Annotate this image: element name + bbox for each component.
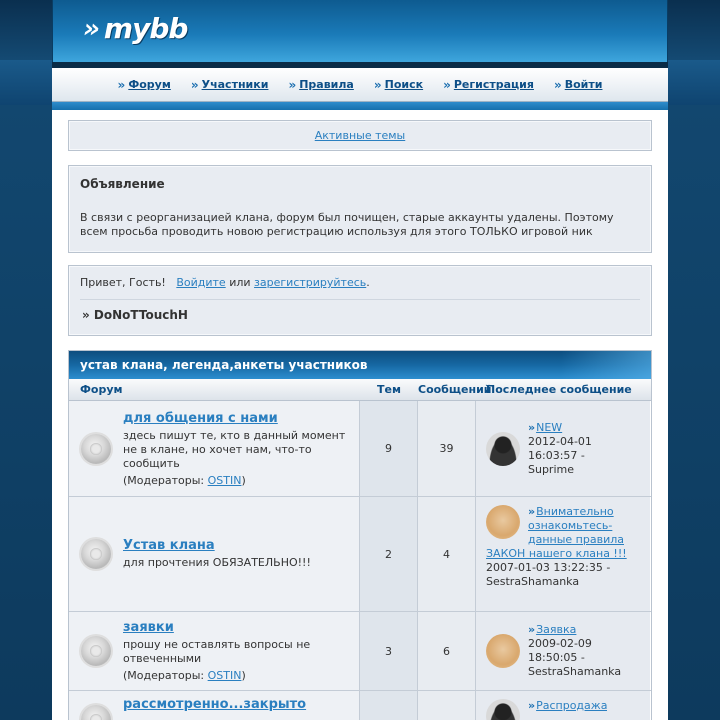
table-row bbox=[69, 497, 651, 612]
forum-title-link[interactable]: для общения с нами bbox=[123, 410, 278, 426]
active-topics-link[interactable]: Активные темы bbox=[314, 129, 406, 142]
forum-cell bbox=[69, 497, 360, 611]
forum-status-icon bbox=[81, 434, 111, 464]
last-post-link[interactable]: NEW bbox=[536, 420, 563, 434]
last-post-date: 2009-02-09 18:50:05 - bbox=[528, 637, 592, 664]
posts-count bbox=[418, 691, 476, 720]
nav-item-members[interactable] bbox=[191, 78, 269, 92]
nav-item-rules[interactable] bbox=[288, 78, 353, 92]
forum-status-icon bbox=[81, 636, 111, 666]
last-post-user: Suprime bbox=[528, 462, 574, 476]
moderators-close: ) bbox=[241, 669, 246, 682]
main-nav bbox=[52, 68, 668, 102]
chevron-icon: » bbox=[190, 77, 196, 92]
category-table bbox=[68, 350, 652, 720]
last-post-link[interactable]: Заявка bbox=[536, 623, 577, 636]
chevron-icon: » bbox=[117, 77, 123, 92]
forum-description: здесь пишут те, кто в данный момент не в клане, но хочет нам, что-то сообщить bbox=[123, 428, 346, 470]
announcement-text: В связи с реорганизацией клана, форум был почищен, старые аккаунты удалены. Поэтому всем просьба проводить новою регистрацию используя для этого ТОЛЬКО игровой ник bbox=[80, 211, 614, 238]
divider bbox=[80, 299, 640, 300]
announcement-title: Объявление bbox=[80, 177, 165, 191]
moderators-label: (Модераторы: bbox=[123, 473, 205, 487]
last-post-cell bbox=[476, 691, 650, 720]
register-link[interactable]: зарегистрируйтесь bbox=[254, 276, 367, 289]
table-row bbox=[69, 691, 651, 720]
nav-link-members[interactable]: Участники bbox=[201, 78, 269, 91]
announcement-box bbox=[68, 165, 652, 253]
moderator-link[interactable]: OSTIN bbox=[207, 669, 242, 682]
forum-title-link[interactable]: рассмотренно...закрыто bbox=[123, 697, 307, 712]
category-title: устав клана, легенда,анкеты участников bbox=[80, 358, 368, 372]
last-post-cell bbox=[476, 401, 650, 496]
table-row bbox=[69, 612, 651, 691]
col-last-post: Последнее сообщение bbox=[486, 383, 632, 396]
main-content bbox=[52, 110, 668, 720]
nav-item-register[interactable] bbox=[443, 78, 534, 92]
or-text: или bbox=[229, 276, 251, 289]
topics-count: 2 bbox=[360, 497, 418, 611]
moderators-close: ) bbox=[241, 473, 246, 487]
col-posts: Сообщений bbox=[418, 383, 492, 396]
forum-status-icon bbox=[81, 539, 111, 569]
welcome-box bbox=[68, 265, 652, 336]
nav-link-search[interactable]: Поиск bbox=[384, 78, 424, 91]
forum-moderators bbox=[123, 474, 353, 487]
last-post-link[interactable]: Распродажа bbox=[536, 699, 608, 712]
column-headers bbox=[69, 379, 651, 401]
chevron-icon: » bbox=[373, 77, 379, 92]
last-post-date: 2012-04-01 16:03:57 - bbox=[528, 434, 592, 462]
logo-text: mybb bbox=[103, 12, 188, 45]
avatar bbox=[486, 699, 520, 720]
forum-cell bbox=[69, 612, 360, 690]
last-post-user: SestraShamanka bbox=[528, 665, 622, 678]
chevron-icon: » bbox=[528, 623, 533, 636]
avatar bbox=[486, 634, 520, 668]
forum-cell bbox=[69, 691, 360, 720]
period-text: . bbox=[366, 276, 370, 289]
forum-description: прошу не оставлять вопросы не отвеченными bbox=[123, 638, 311, 665]
greeting-text: Привет, Гость! bbox=[80, 276, 166, 289]
forum-title-link[interactable]: заявки bbox=[123, 620, 174, 635]
topics-count: 9 bbox=[360, 401, 418, 496]
chevron-icon: » bbox=[443, 77, 448, 92]
chevron-icon: » bbox=[528, 505, 533, 518]
last-post-link[interactable]: Внимательно ознакомьтесь- данные правила ЗАКОН нашего клана !!! bbox=[486, 505, 627, 560]
nav-link-forum[interactable]: Форум bbox=[128, 78, 171, 91]
moderators-label: (Модераторы: bbox=[123, 669, 205, 682]
posts-count: 6 bbox=[418, 612, 476, 690]
chevron-icon: » bbox=[528, 420, 533, 434]
nav-link-register[interactable]: Регистрация bbox=[453, 78, 534, 91]
posts-count: 4 bbox=[418, 497, 476, 611]
welcome-line bbox=[80, 276, 640, 289]
forum-moderators bbox=[123, 669, 353, 682]
topics-count: 3 bbox=[360, 612, 418, 690]
active-topics-box bbox=[68, 120, 652, 151]
avatar bbox=[486, 432, 520, 466]
col-topics: Тем bbox=[377, 383, 401, 396]
category-header bbox=[69, 351, 651, 379]
posts-count: 39 bbox=[418, 401, 476, 496]
last-post-cell bbox=[476, 497, 650, 611]
table-row bbox=[69, 401, 651, 497]
forum-cell bbox=[69, 401, 360, 496]
login-link[interactable]: Войдите bbox=[176, 276, 226, 289]
forum-name: » DoNoTTouchH bbox=[82, 308, 188, 322]
nav-item-search[interactable] bbox=[374, 78, 423, 92]
page-container bbox=[52, 0, 668, 720]
avatar bbox=[486, 505, 520, 539]
forum-description: для прочтения ОБЯЗАТЕЛЬНО!!! bbox=[123, 556, 311, 569]
header bbox=[52, 0, 668, 62]
topics-count bbox=[360, 691, 418, 720]
chevron-icon: » bbox=[528, 699, 533, 712]
last-post-user: SestraShamanka bbox=[486, 575, 580, 588]
nav-item-forum[interactable] bbox=[118, 78, 171, 92]
chevron-icon: » bbox=[288, 77, 294, 92]
forum-status-icon bbox=[81, 705, 111, 720]
nav-item-login[interactable] bbox=[554, 78, 603, 92]
chevron-icon: » bbox=[553, 77, 559, 92]
nav-link-rules[interactable]: Правила bbox=[299, 78, 354, 91]
last-post-date: 2007-01-03 13:22:35 - bbox=[486, 561, 611, 574]
last-post-cell bbox=[476, 612, 650, 690]
nav-link-login[interactable]: Войти bbox=[564, 78, 603, 91]
logo-chevron-icon: » bbox=[83, 13, 94, 44]
logo[interactable] bbox=[83, 12, 187, 45]
col-forum: Форум bbox=[80, 383, 123, 396]
forum-title-link[interactable]: Устав клана bbox=[123, 538, 215, 553]
nav-divider bbox=[52, 102, 668, 110]
moderator-link[interactable]: OSTIN bbox=[207, 473, 242, 487]
